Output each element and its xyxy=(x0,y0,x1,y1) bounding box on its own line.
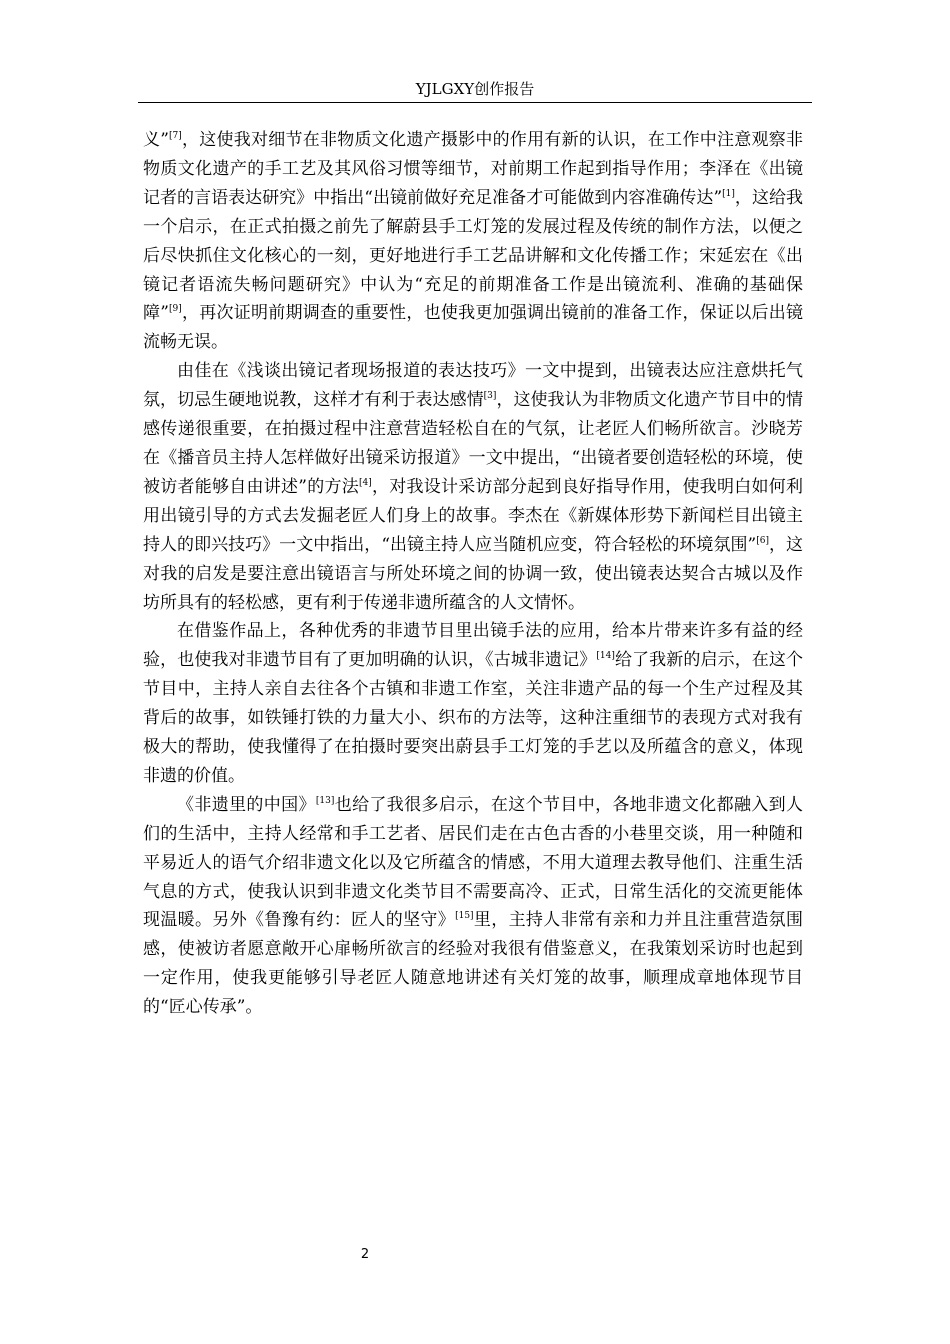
citation-marker: [13] xyxy=(315,795,335,806)
paragraph xyxy=(143,791,803,1022)
page-footer xyxy=(0,1247,730,1262)
header-divider xyxy=(138,102,812,103)
citation-marker: [1] xyxy=(722,188,735,199)
text-run: 里，主持人非常有亲和力并且注重营造氛围感，使被访者愿意敞开心扉畅所欲言的经验对我很有借鉴意义，在我策划采访时也起到一定作用，使我更能够引导老匠人随意地讲述有关灯笼的故事，顺理成章地体现节目的“匠心传承”。 xyxy=(143,910,804,1018)
text-run: ，再次证明前期调查的重要性，也使我更加强调出镜前的准备工作，保证以后出镜流畅无误。 xyxy=(143,303,803,353)
citation-marker: [15] xyxy=(455,911,474,922)
citation-marker: [4] xyxy=(358,477,372,488)
paragraph xyxy=(143,617,803,790)
citation-marker: [3] xyxy=(483,391,497,402)
page-number: 2 xyxy=(360,1247,370,1262)
text-run: 由佳在《浅谈出镜记者现场报道的表达技巧》一文中提到，出镜表达应注意烘托气氛，切忌生硬地说教，这样才有利于表达感情 xyxy=(143,361,803,411)
text-run: ，对我设计采访部分起到良好指导作用，使我明白如何利用出镜引导的方式去发掘老匠人们身上的故事。李杰在《新媒体形势下新闻栏目出镜主持人的即兴技巧》一文中指出，“出镜主持人应当随机应变，符合轻松的环境氛围” xyxy=(143,476,803,555)
paragraph xyxy=(143,126,803,357)
body-text xyxy=(143,126,803,1022)
page-header: YJLGXY创作报告 xyxy=(415,80,535,98)
text-run: ，这使我认为非物质文化遗产节目中的情感传递很重要，在拍摄过程中注意营造轻松自在的气氛，让老匠人们畅所欲言。沙晓芳在《播音员主持人怎样做好出镜采访报道》一文中提出，“出镜者要创造轻松的环境，使被访者能够自由讲述”的方法 xyxy=(143,390,804,497)
text-run: ，这使我对细节在非物质文化遗产摄影中的作用有新的认识，在工作中注意观察非物质文化遗产的手工艺及其风俗习惯等细节，对前期工作起到指导作用；李泽在《出镜记者的言语表达研究》中指出“出镜前做好充足准备才可能做到内容准确传达” xyxy=(143,130,803,208)
citation-marker: [6] xyxy=(756,535,769,546)
text-run: 给了我新的启示，在这个节目中，主持人亲自去往各个古镇和非遗工作室，关注非遗产品的每一个生产过程及其背后的故事，如铁锤打铁的力量大小、织布的方法等，这种注重细节的表现方式对我有极大的帮助，使我懂得了在拍摄时要突出蔚县手工灯笼的手艺以及所蕴含的意义，体现非遗的价值。 xyxy=(143,650,804,786)
text-run: 也给了我很多启示，在这个节目中，各地非遗文化都融入到人们的生活中，主持人经常和手工艺者、居民们走在古色古香的小巷里交谈，用一种随和平易近人的语气介绍非遗文化以及它所蕴含的情感，不用大道理去教导他们、注重生活气息的方式，使我认识到非遗文化类节目不需要高冷、正式，日常生活化的交流更能体现温暖。另外《鲁豫有约：匠人的坚守》 xyxy=(143,794,804,931)
text-run: ，这对我的启发是要注意出镜语言与所处环境之间的协调一致，使出镜表达契合古城以及作坊所具有的轻松感，更有利于传递非遗所蕴含的人文情怀。 xyxy=(143,534,803,613)
text-run: 《非遗里的中国》 xyxy=(177,794,316,815)
paragraph xyxy=(143,357,803,617)
citation-marker: [9] xyxy=(168,304,182,315)
text-run: 义” xyxy=(143,130,169,150)
citation-marker: [14] xyxy=(596,651,615,662)
text-run: ，这给我一个启示，在正式拍摄之前先了解蔚县手工灯笼的发展过程及传统的制作方法，以便之后尽快抓住文化核心的一刻，更好地进行手工艺品讲解和文化传播工作；宋延宏在《出镜记者语流失畅问题研究》中认为“充足的前期准备工作是出镜流利、准确的基础保障” xyxy=(143,187,803,324)
citation-marker: [7] xyxy=(168,131,182,141)
text-run: 在借鉴作品上，各种优秀的非遗节目里出镜手法的应用，给本片带来许多有益的经验，也使我对非遗节目有了更加明确的认识，《古城非遗记》 xyxy=(143,621,803,671)
